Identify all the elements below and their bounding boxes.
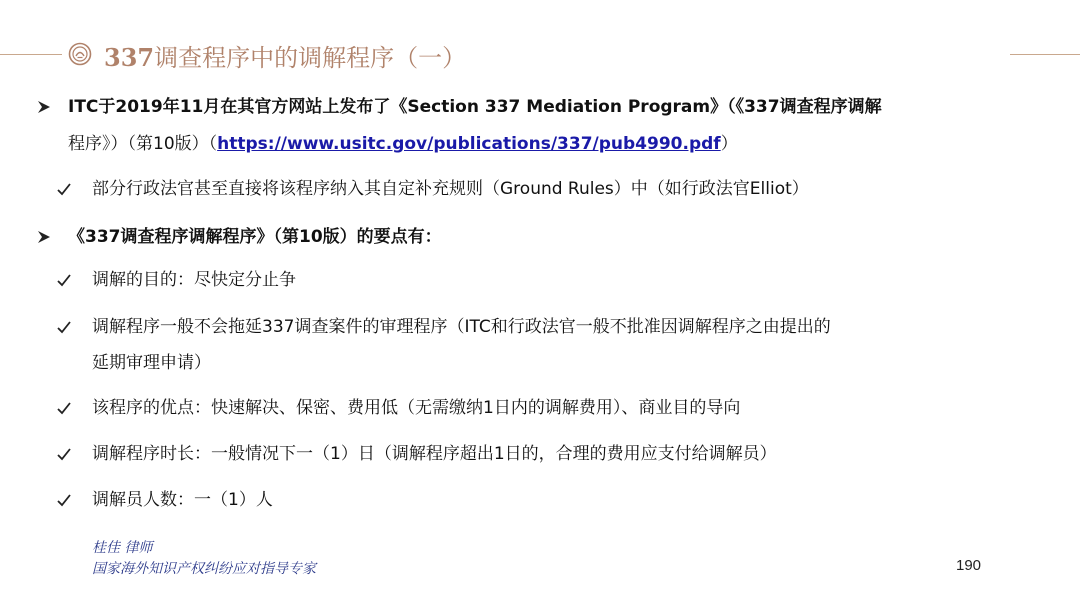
footer-organization: 国家海外知识产权纠纷应对指导专家 bbox=[92, 561, 316, 577]
bullet-2-line-1 bbox=[68, 226, 442, 248]
check-mediator-count: 调解员人数：一（1）人 bbox=[92, 490, 273, 510]
arrow-bullet-icon bbox=[36, 229, 52, 245]
check-duration: 调解程序时长：一般情况下一（1）日（调解程序超出1日的，合理的费用应支付给调解员） bbox=[92, 444, 777, 464]
check-no-delay-line-2: 延期审理申请） bbox=[92, 353, 211, 373]
footer-author: 桂佳 律师 bbox=[92, 540, 153, 556]
bullet-1-text-suffix: ） bbox=[720, 134, 738, 154]
mediation-program-link[interactable]: https://www.usitc.gov/publications/337/pub4990.pdf bbox=[217, 134, 721, 154]
bullet-1-text-prefix: 程序》）（第10版）（ bbox=[68, 134, 218, 154]
check-purpose: 调解的目的：尽快定分止争 bbox=[92, 270, 296, 290]
check-mark-icon bbox=[56, 319, 72, 335]
title-rule-right bbox=[1010, 54, 1080, 55]
check-ground-rules: 部分行政法官甚至直接将该程序纳入其自定补充规则（Ground Rules）中（如行政法官Elliot） bbox=[92, 179, 809, 199]
title-number: 337 bbox=[104, 43, 155, 72]
bullet-2-text: 《337调查程序调解程序》（第10版）的要点有： bbox=[68, 227, 442, 247]
check-advantages: 该程序的优点：快速解决、保密、费用低（无需缴纳1日内的调解费用）、商业目的导向 bbox=[92, 398, 741, 418]
bullet-1-text: ITC于2019年11月在其官方网站上发布了《Section 337 Mediation Program》（《337调查程序调解 bbox=[68, 97, 882, 117]
title-rule-left bbox=[0, 54, 62, 55]
check-mark-icon bbox=[56, 446, 72, 462]
round-badge-icon bbox=[68, 42, 92, 66]
bullet-1-line-2 bbox=[68, 133, 738, 155]
check-mark-icon bbox=[56, 400, 72, 416]
check-mark-icon bbox=[56, 272, 72, 288]
check-no-delay-line-1: 调解程序一般不会拖延337调查案件的审理程序（ITC和行政法官一般不批准因调解程序之由提出的 bbox=[92, 317, 831, 337]
page-number: 190 bbox=[956, 557, 982, 574]
title-text: 调查程序中的调解程序（一） bbox=[154, 44, 467, 72]
page-title bbox=[104, 38, 466, 73]
bullet-1-line-1 bbox=[68, 96, 882, 118]
arrow-bullet-icon bbox=[36, 99, 52, 115]
check-mark-icon bbox=[56, 492, 72, 508]
check-mark-icon bbox=[56, 181, 72, 197]
